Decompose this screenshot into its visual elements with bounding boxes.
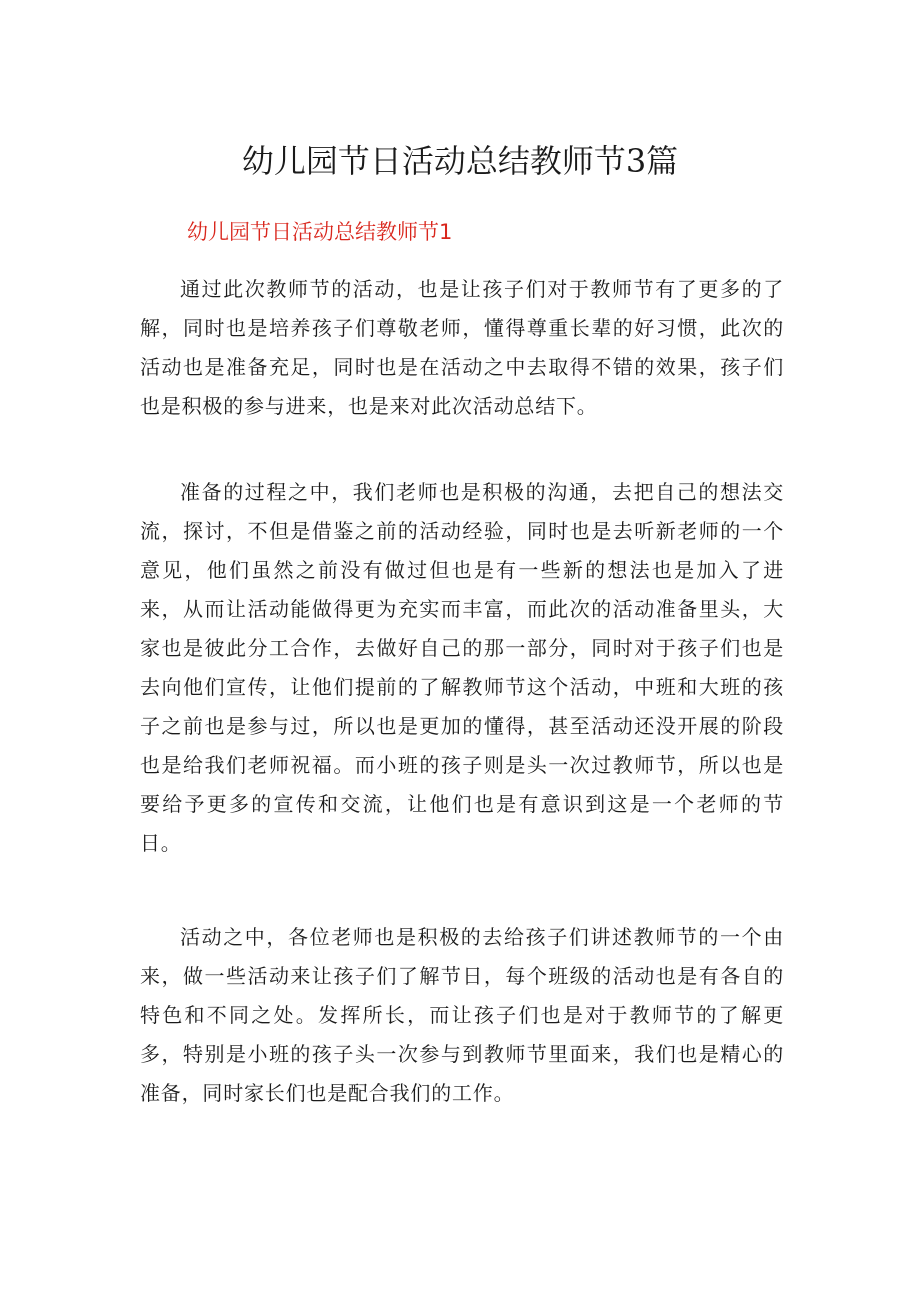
body-paragraph-3: 活动之中，各位老师也是积极的去给孩子们讲述教师节的一个由来，做一些活动来让孩子们了解节日，每个班级的活动也是有各自的特色和不同之处。发挥所长，而让孩子们也是对于教师节的了解更多，特别是小班的孩子头一次参与到教师节里面来，我们也是精心的准备，同时家长们也是配合我们的工作。 — [140, 925, 784, 1105]
section-heading: 幼儿园节日活动总结教师节1 — [187, 220, 453, 244]
document-title: 幼儿园节日活动总结教师节3篇 — [241, 142, 679, 180]
body-paragraph-1: 通过此次教师节的活动，也是让孩子们对于教师节有了更多的了解，同时也是培养孩子们尊敬老师，懂得尊重长辈的好习惯，此次的活动也是准备充足，同时也是在活动之中去取得不错的效果，孩子们也是积极的参与进来，也是来对此次活动总结下。 — [140, 277, 784, 418]
body-paragraph-2: 准备的过程之中，我们老师也是积极的沟通，去把自己的想法交流，探讨，不但是借鉴之前的活动经验，同时也是去听新老师的一个意见，他们虽然之前没有做过但也是有一些新的想法也是加入了进来，从而让活动能做得更为充实而丰富，而此次的活动准备里头，大家也是彼此分工合作，去做好自己的那一部分，同时对于孩子们也是去向他们宣传，让他们提前的了解教师节这个活动，中班和大班的孩子之前也是参与过，所以也是更加的懂得，甚至活动还没开展的阶段也是给我们老师祝福。而小班的孩子则是头一次过教师节，所以也是要给予更多的宣传和交流，让他们也是有意识到这是一个老师的节日。 — [140, 480, 784, 855]
